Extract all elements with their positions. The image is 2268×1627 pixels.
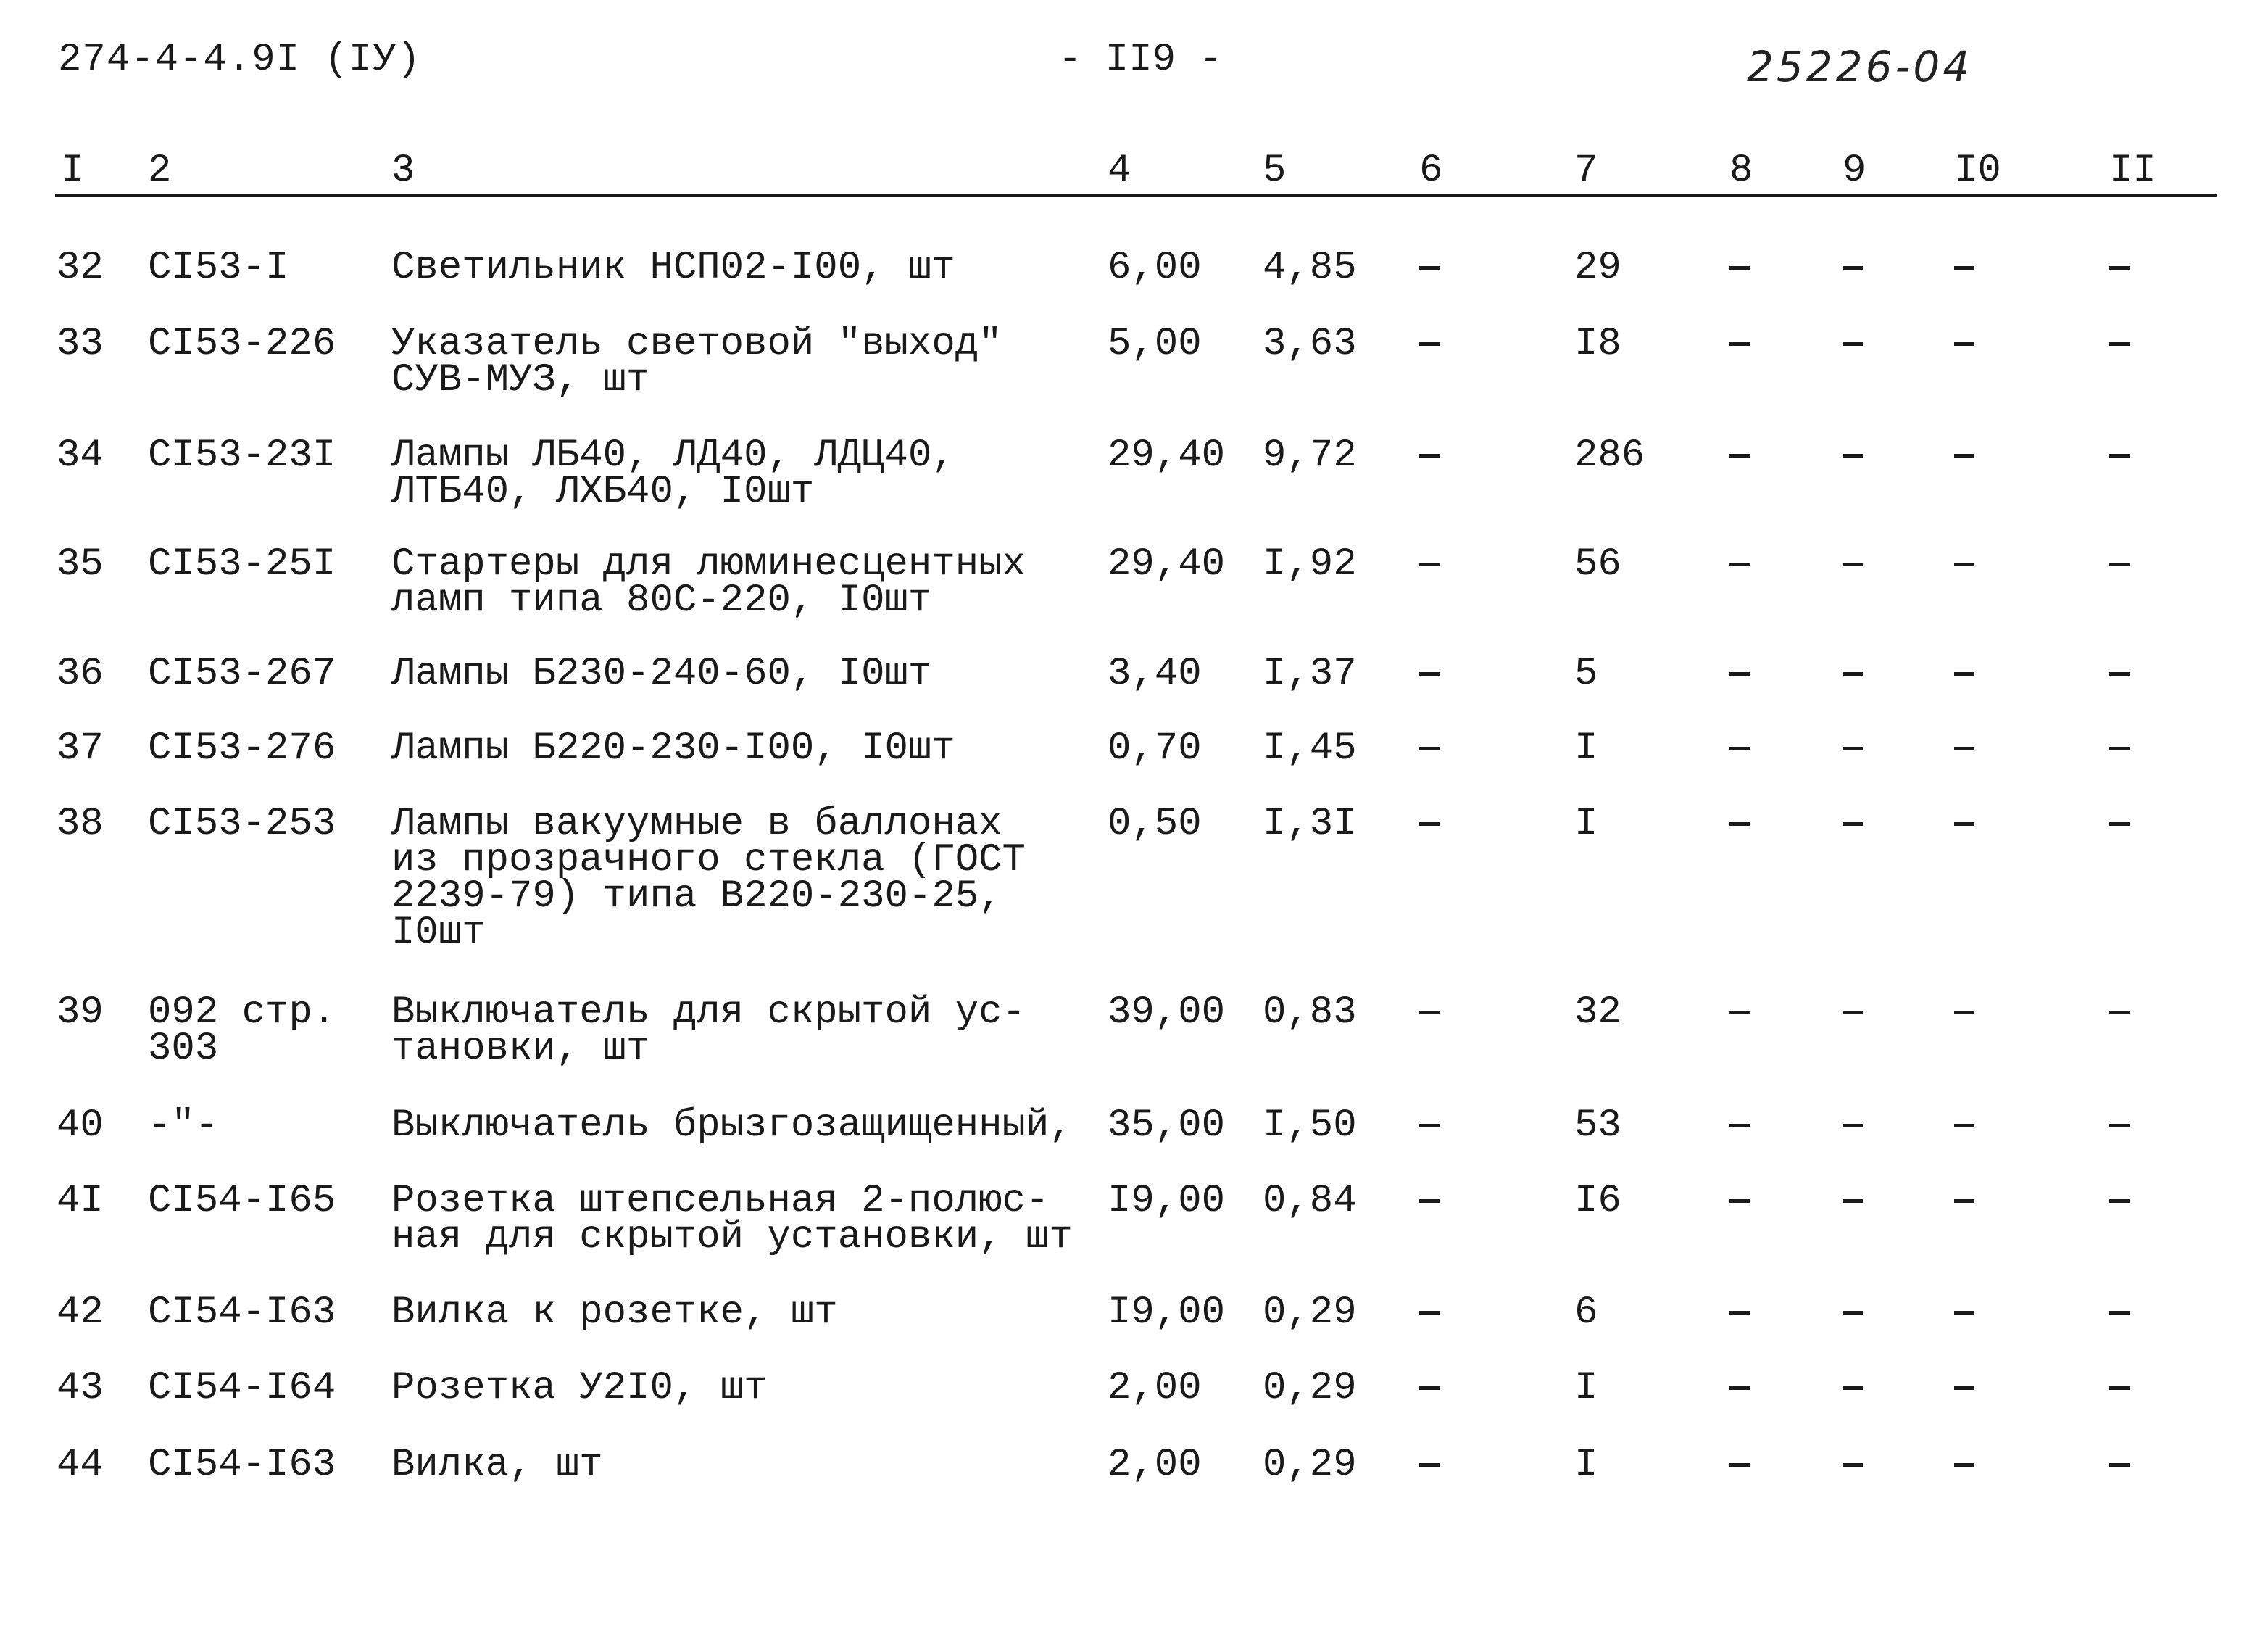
column-header-5: 5 [1263,149,1287,193]
col9-dash [1843,747,1863,750]
col10-dash [1954,454,1974,458]
col8-dash [1729,1011,1750,1014]
col8-dash [1729,747,1750,750]
col8-dash [1729,1311,1750,1315]
row-col7-value: 29 [1574,246,1621,290]
row-col5-value: 0,83 [1263,990,1357,1035]
row-number: 40 [57,1104,104,1148]
col6-dash [1419,747,1440,750]
row-description-line: ная для скрытой установки, шт [391,1215,1073,1259]
row-col5-value: 0,29 [1263,1291,1357,1335]
col6-dash [1419,454,1440,458]
col9-dash [1843,822,1863,826]
page-number: - II9 - [1058,38,1223,82]
col6-dash [1419,822,1440,826]
document-code: 274-4-4.9I (IУ) [58,38,422,82]
row-col5-value: I,92 [1263,542,1357,587]
row-description-line: тановки, шт [391,1027,650,1071]
row-col5-value: I,50 [1263,1104,1357,1148]
row-col4-value: 6,00 [1108,246,1202,290]
row-code: CI54-I63 [148,1291,336,1335]
col11-dash [2109,1124,2130,1127]
row-description-line: Выключатель для скрытой ус- [391,990,1026,1035]
row-code: -"- [148,1104,219,1148]
row-col7-value: 32 [1574,990,1621,1035]
col8-dash [1729,563,1750,566]
row-number: 44 [57,1443,104,1487]
row-col5-value: 4,85 [1263,246,1357,290]
col9-dash [1843,563,1863,566]
row-code: CI53-267 [148,652,336,696]
column-header-4: 4 [1108,149,1131,193]
col11-dash [2109,1386,2130,1390]
row-col5-value: 9,72 [1263,434,1357,478]
row-description-line: Розетка У2I0, шт [391,1366,768,1410]
col11-dash [2109,563,2130,566]
col9-dash [1843,672,1863,676]
row-col7-value: I6 [1574,1179,1621,1223]
row-col7-value: I [1574,1366,1598,1410]
row-number: 34 [57,434,104,478]
col11-dash [2109,1463,2130,1467]
col10-dash [1954,1463,1974,1467]
col10-dash [1954,1124,1974,1127]
row-col4-value: 5,00 [1108,322,1202,366]
col11-dash [2109,342,2130,346]
col11-dash [2109,672,2130,676]
row-description-line: Лампы Б230-240-60, I0шт [391,652,932,696]
row-description-line: Вилка, шт [391,1443,603,1487]
column-header-10: I0 [1954,149,2001,193]
col9-dash [1843,1463,1863,1467]
row-code: CI54-I63 [148,1443,336,1487]
row-description-line: Лампы Б220-230-I00, I0шт [391,726,955,771]
row-col4-value: 2,00 [1108,1443,1202,1487]
col11-dash [2109,1199,2130,1203]
row-code: CI53-23I [148,434,336,478]
column-header-9: 9 [1843,149,1866,193]
row-code: CI53-I [148,246,289,290]
row-col4-value: I9,00 [1108,1291,1226,1335]
col6-dash [1419,1463,1440,1467]
col8-dash [1729,672,1750,676]
row-col5-value: I,37 [1263,652,1357,696]
row-description-line: ламп типа 80С-220, I0шт [391,579,932,623]
row-code: CI54-I65 [148,1179,336,1223]
row-description-line: 2239-79) типа В220-230-25, [391,874,1002,919]
row-col7-value: I [1574,802,1598,846]
row-col4-value: 29,40 [1108,542,1226,587]
row-col4-value: 35,00 [1108,1104,1226,1148]
column-header-1: I [61,149,85,193]
col9-dash [1843,1386,1863,1390]
col6-dash [1419,1199,1440,1203]
col11-dash [2109,747,2130,750]
column-header-11: II [2109,149,2156,193]
col10-dash [1954,822,1974,826]
column-header-3: 3 [391,149,415,193]
col6-dash [1419,1011,1440,1014]
row-description-line: из прозрачного стекла (ГОСТ [391,838,1026,882]
row-col7-value: 53 [1574,1104,1621,1148]
row-description-line: Выключатель брызгозащищенный, [391,1104,1073,1148]
row-col7-value: I [1574,1443,1598,1487]
col8-dash [1729,1386,1750,1390]
col6-dash [1419,1311,1440,1315]
col10-dash [1954,1311,1974,1315]
row-col7-value: I [1574,726,1598,771]
col8-dash [1729,342,1750,346]
row-description-line: ЛТБ40, ЛХБ40, I0шт [391,470,815,514]
row-description-line: Лампы вакуумные в баллонах [391,802,1002,846]
row-col5-value: 3,63 [1263,322,1357,366]
col9-dash [1843,454,1863,458]
row-code-line2: 303 [148,1027,219,1071]
col6-dash [1419,342,1440,346]
row-description-line: Стартеры для люминесцентных [391,542,1026,587]
row-number: 36 [57,652,104,696]
col10-dash [1954,1199,1974,1203]
row-col5-value: 0,29 [1263,1366,1357,1410]
row-col5-value: 0,84 [1263,1179,1357,1223]
row-number: 37 [57,726,104,771]
col10-dash [1954,672,1974,676]
col10-dash [1954,342,1974,346]
handwritten-stamp-number: 25226-04 [1747,42,1973,91]
col11-dash [2109,1011,2130,1014]
row-description-line: Розетка штепсельная 2-полюс- [391,1179,1050,1223]
col10-dash [1954,1011,1974,1014]
row-col7-value: 6 [1574,1291,1598,1335]
col8-dash [1729,1463,1750,1467]
col6-dash [1419,1386,1440,1390]
col8-dash [1729,1199,1750,1203]
row-col7-value: I8 [1574,322,1621,366]
row-description-line: Светильник НСП02-I00, шт [391,246,955,290]
row-number: 38 [57,802,104,846]
row-number: 33 [57,322,104,366]
row-number: 32 [57,246,104,290]
col9-dash [1843,1311,1863,1315]
row-description-line: I0шт [391,911,486,955]
row-code: 092 стр. [148,990,336,1035]
row-col4-value: I9,00 [1108,1179,1226,1223]
col9-dash [1843,1199,1863,1203]
row-col4-value: 0,70 [1108,726,1202,771]
col6-dash [1419,266,1440,270]
row-description-line: Указатель световой "выход" [391,322,1002,366]
row-col7-value: 5 [1574,652,1598,696]
row-number: 35 [57,542,104,587]
row-col4-value: 39,00 [1108,990,1226,1035]
row-col5-value: I,45 [1263,726,1357,771]
col10-dash [1954,747,1974,750]
header-rule [55,194,2217,197]
row-col4-value: 2,00 [1108,1366,1202,1410]
row-col5-value: 0,29 [1263,1443,1357,1487]
row-number: 39 [57,990,104,1035]
col8-dash [1729,454,1750,458]
col11-dash [2109,266,2130,270]
col6-dash [1419,672,1440,676]
column-header-6: 6 [1419,149,1443,193]
row-number: 42 [57,1291,104,1335]
row-col4-value: 29,40 [1108,434,1226,478]
column-header-2: 2 [148,149,172,193]
row-number: 4I [57,1179,104,1223]
col9-dash [1843,266,1863,270]
row-col5-value: I,3I [1263,802,1357,846]
column-header-8: 8 [1729,149,1753,193]
col11-dash [2109,822,2130,826]
col9-dash [1843,342,1863,346]
row-description-line: СУВ-МУЗ, шт [391,358,650,402]
row-col7-value: 56 [1574,542,1621,587]
col10-dash [1954,266,1974,270]
row-col4-value: 0,50 [1108,802,1202,846]
col6-dash [1419,1124,1440,1127]
col9-dash [1843,1124,1863,1127]
row-code: CI53-253 [148,802,336,846]
column-header-7: 7 [1574,149,1598,193]
row-description-line: Вилка к розетке, шт [391,1291,838,1335]
col8-dash [1729,266,1750,270]
row-number: 43 [57,1366,104,1410]
col11-dash [2109,454,2130,458]
col9-dash [1843,1011,1863,1014]
row-description-line: Лампы ЛБ40, ЛД40, ЛДЦ40, [391,434,955,478]
row-code: CI53-25I [148,542,336,587]
row-code: CI53-276 [148,726,336,771]
row-code: CI53-226 [148,322,336,366]
col11-dash [2109,1311,2130,1315]
col10-dash [1954,1386,1974,1390]
row-col7-value: 286 [1574,434,1645,478]
col10-dash [1954,563,1974,566]
col8-dash [1729,822,1750,826]
row-code: CI54-I64 [148,1366,336,1410]
row-col4-value: 3,40 [1108,652,1202,696]
col8-dash [1729,1124,1750,1127]
col6-dash [1419,563,1440,566]
